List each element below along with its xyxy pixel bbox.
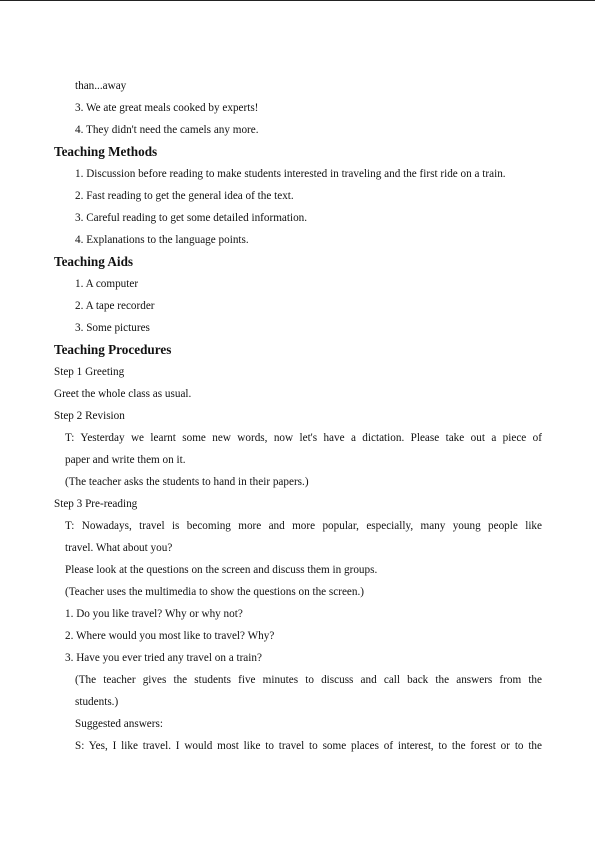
- paragraph: Greet the whole class as usual.: [54, 388, 192, 400]
- list-item: 3. Careful reading to get some detailed information.: [75, 212, 308, 224]
- teacher-note-cont: students.): [75, 696, 119, 708]
- step-title: Step 1 Greeting: [54, 366, 125, 378]
- list-item: 4. They didn't need the camels any more.: [75, 124, 259, 136]
- suggested-answers-label: Suggested answers:: [75, 718, 163, 730]
- section-heading-aids: Teaching Aids: [54, 254, 134, 269]
- teacher-note: (The teacher gives the students five minutes to discuss and call back the answers from the: [75, 674, 542, 686]
- list-continuation: than...away: [75, 80, 127, 92]
- instruction: Please look at the questions on the screen and discuss them in groups.: [65, 564, 378, 576]
- teacher-line-cont: paper and write them on it.: [65, 454, 186, 466]
- list-item: 1. Discussion before reading to make students interested in traveling and the first ride on a train.: [75, 168, 506, 180]
- student-answer: S: Yes, I like travel. I would most like to travel to some places of interest, to the forest or to the: [75, 740, 542, 752]
- step-title: Step 3 Pre-reading: [54, 498, 138, 510]
- teacher-line: T: Yesterday we learnt some new words, now let's have a dictation. Please take out a piece of: [65, 432, 542, 444]
- question-item: 3. Have you ever tried any travel on a train?: [65, 652, 262, 664]
- teacher-line-cont: travel. What about you?: [65, 542, 173, 554]
- teacher-note: (The teacher asks the students to hand in their papers.): [65, 476, 309, 488]
- list-item: 2. Fast reading to get the general idea of the text.: [75, 190, 294, 202]
- question-item: 2. Where would you most like to travel? Why?: [65, 630, 275, 642]
- list-item: 3. We ate great meals cooked by experts!: [75, 102, 259, 114]
- section-heading-methods: Teaching Methods: [54, 144, 158, 159]
- list-item: 4. Explanations to the language points.: [75, 234, 249, 246]
- teacher-line: T: Nowadays, travel is becoming more and more popular, especially, many young people like: [65, 520, 542, 532]
- list-item: 1. A computer: [75, 278, 139, 290]
- list-item: 2. A tape recorder: [75, 300, 155, 312]
- teacher-note: (Teacher uses the multimedia to show the questions on the screen.): [65, 586, 365, 598]
- section-heading-procedures: Teaching Procedures: [54, 342, 172, 357]
- list-item: 3. Some pictures: [75, 322, 150, 334]
- question-item: 1. Do you like travel? Why or why not?: [65, 608, 243, 620]
- step-title: Step 2 Revision: [54, 410, 125, 422]
